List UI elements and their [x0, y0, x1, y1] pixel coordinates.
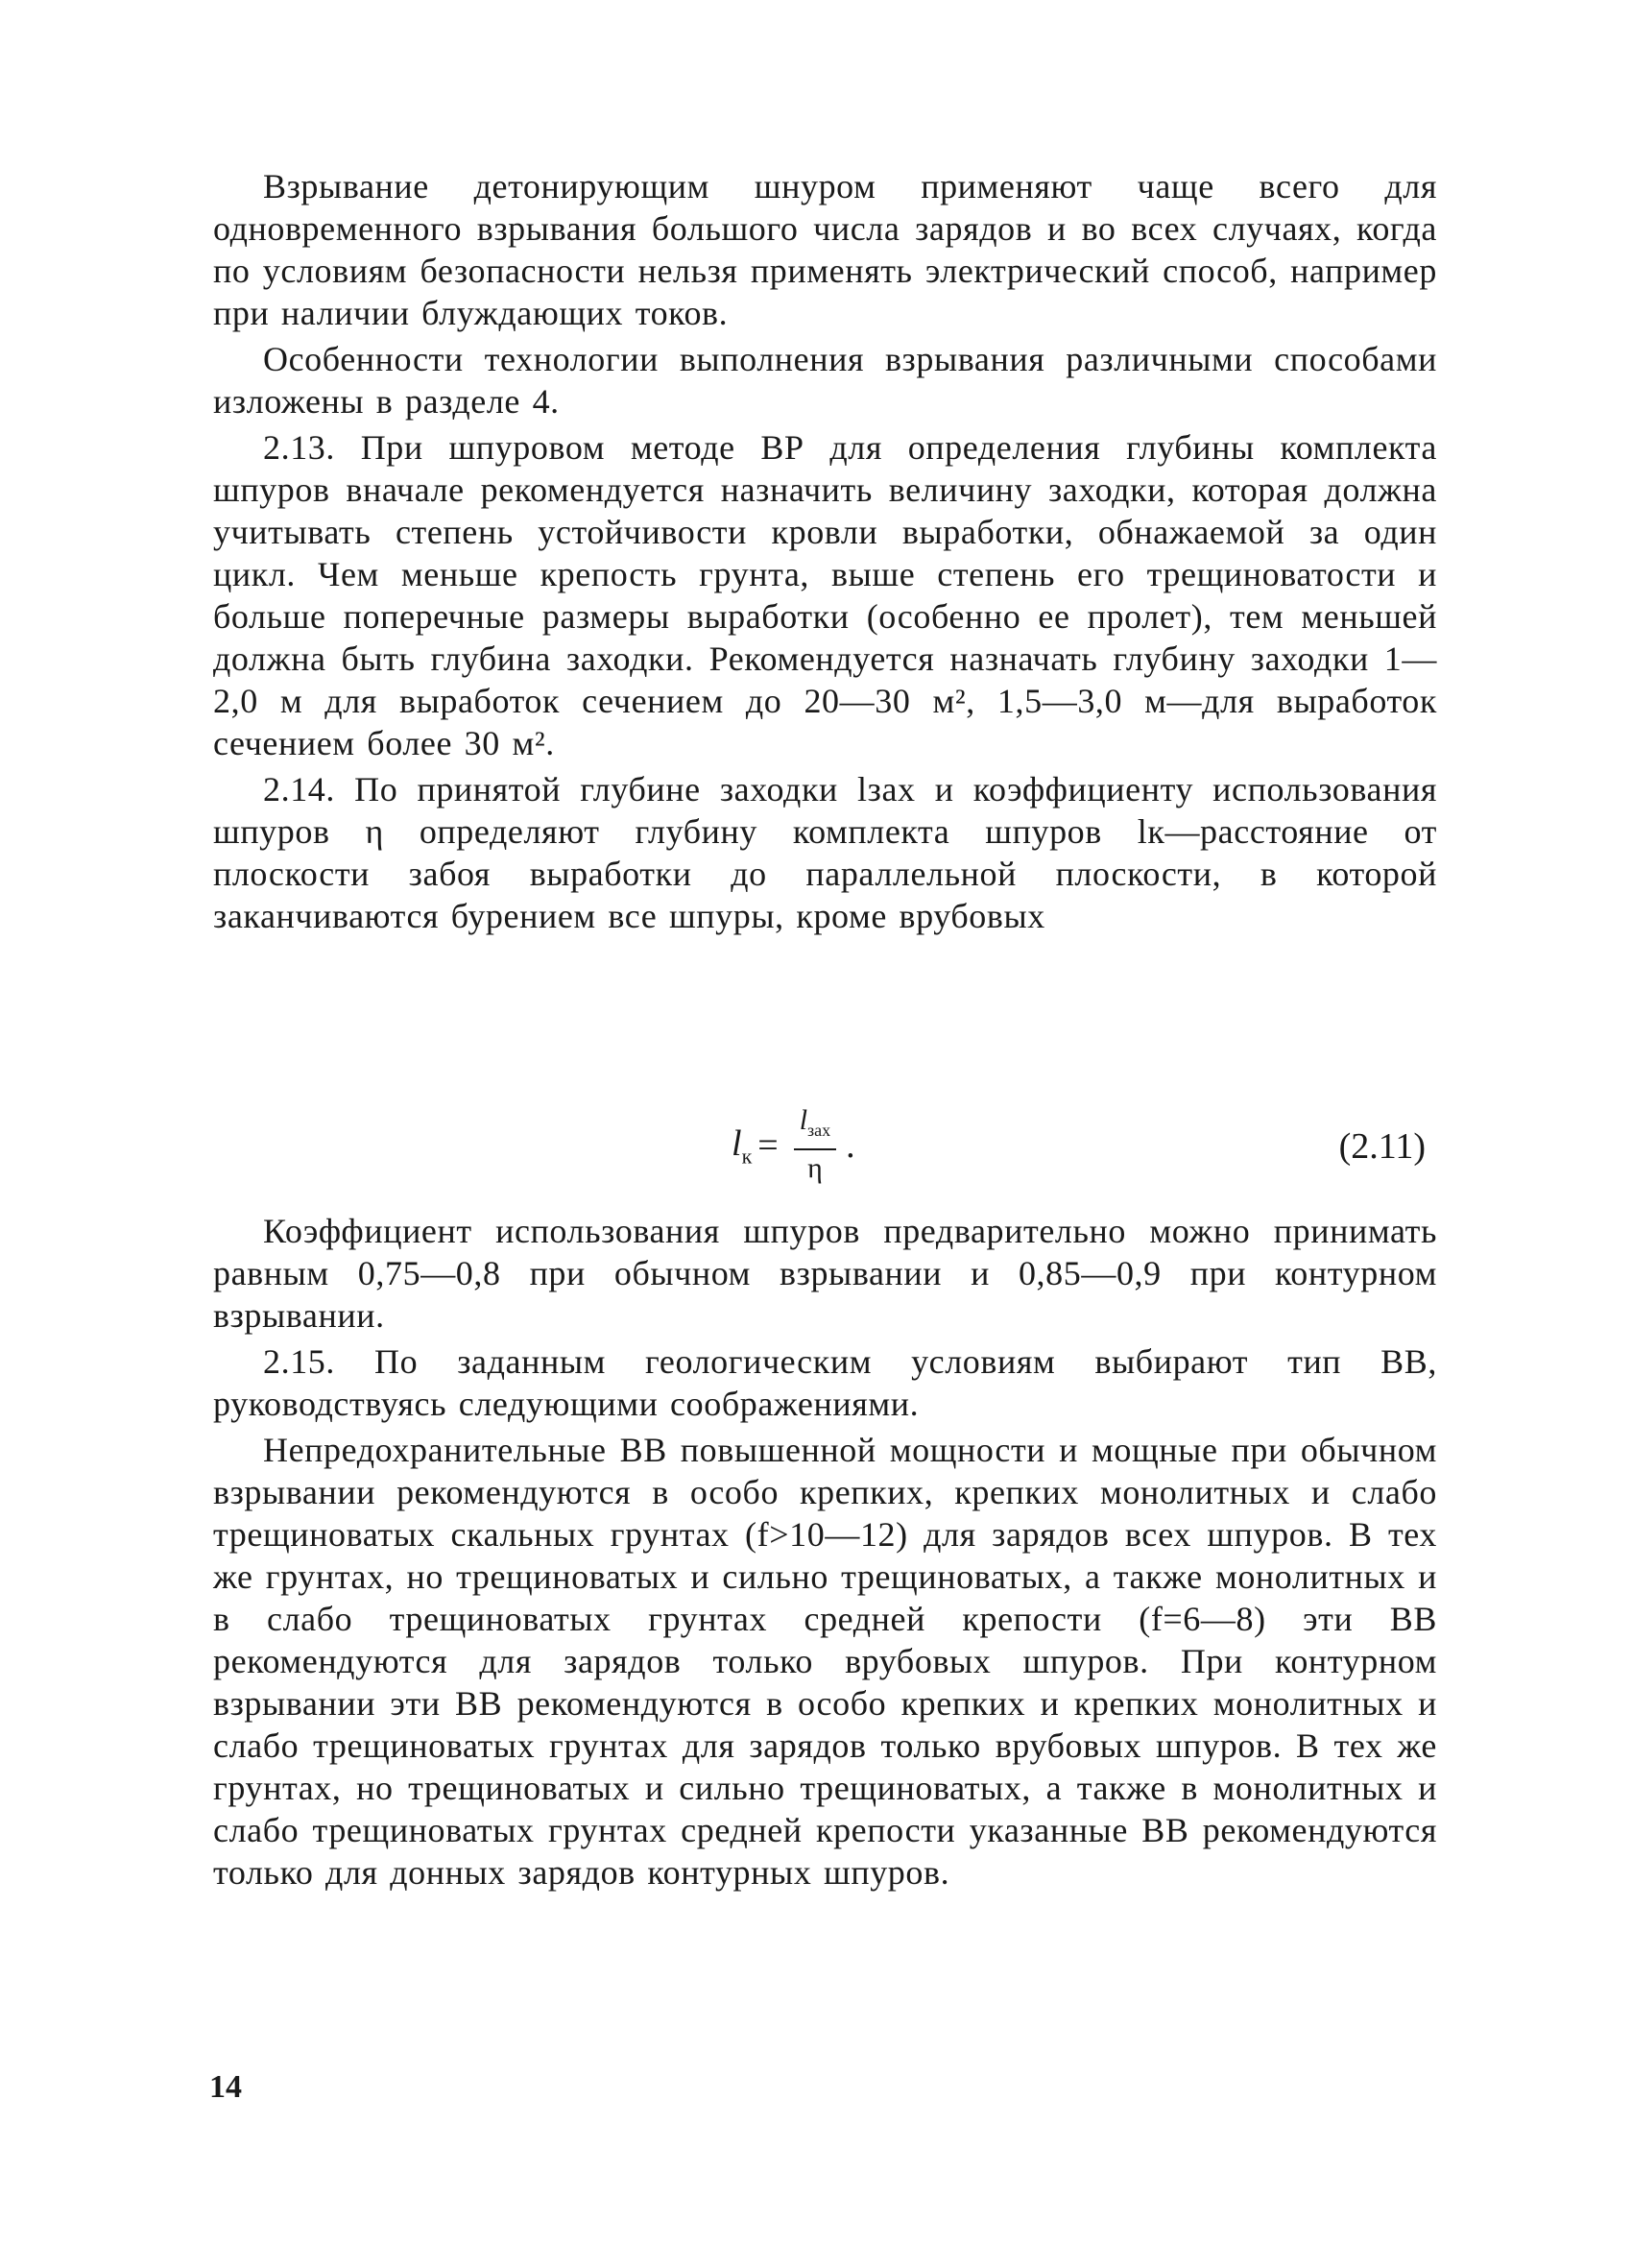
text-block-before-formula: [213, 165, 1437, 941]
paragraph-usage-coefficient: Коэффициент использования шпуров предварительно можно принимать равным 0,75—0,8 при обычном взрывании и 0,85—0,9 при контурном взрывании.: [213, 1212, 1437, 1335]
paragraph-non-safety-explosives: Непредохранительные ВВ повышенной мощности и мощные при обычном взрывании рекомендуются в особо крепких, крепких монолитных и слабо трещиноватых скальных грунтах (f>10—12) для зарядов всех шпуров. В тех же грунтах, но трещиноватых и сильно трещиноватых, а также монолитных и в слабо трещиноватых грунтах средней крепости (f=6—8) эти ВВ рекомендуются для зарядов только врубовых шпуров. При контурном взрывании эти ВВ рекомендуются в особо крепких и крепких монолитных и слабо трещиноватых грунтах для зарядов только врубовых шпуров. В тех же грунтах, но трещиноватых и сильно трещиноватых, а также в монолитных и слабо трещиноватых грунтах средней крепости указанные ВВ рекомендуются только для донных зарядов контурных шпуров.: [213, 1431, 1437, 1892]
page-number: 14: [209, 2069, 242, 2105]
formula-denominator: η: [807, 1152, 823, 1184]
text-block-after-formula: [213, 1210, 1437, 1897]
formula-equals: =: [757, 1125, 779, 1166]
formula-trailing-period: .: [846, 1125, 855, 1166]
paragraph-2-13: 2.13. При шпуровом методе ВР для определения глубины комплекта шпуров вначале рекомендуется назначить величину заходки, которая должна учитывать степень устойчивости кровли выработки, обнажаемой за один цикл. Чем меньше крепость грунта, выше степень его трещиноватости и больше поперечные размеры выработки (особенно ее пролет), тем меньшей должна быть глубина заходки. Рекомендуется назначать глубину заходки 1—2,0 м для выработок сечением до 20—30 м², 1,5—3,0 м—для выработок сечением более 30 м².: [213, 428, 1437, 762]
formula-lhs: $l_к$: [732, 1122, 753, 1169]
paragraph-2-14: 2.14. По принятой глубине заходки lзах и коэффициенту использования шпуров η определяют глубину комплекта шпуров lк—расстояние от плоскости забоя выработки до параллельной плоскости, в которой заканчиваются бурением все шпуры, кроме врубовых: [213, 770, 1437, 935]
paragraph-detonating-cord: Взрывание детонирующим шнуром применяют чаще всего для одновременного взрывания большого числа зарядов и во всех случаях, когда по условиям безопасности нельзя применять электрический способ, например при наличии блуждающих токов.: [213, 167, 1437, 332]
formula-expression: [732, 1104, 855, 1187]
paragraph-2-15: 2.15. По заданным геологическим условиям выбирают тип ВВ, руководствуясь следующими соображениями.: [213, 1342, 1437, 1423]
formula-numerator: $l_{зах}$: [794, 1104, 836, 1150]
formula-2-11: [213, 1104, 1437, 1191]
paragraph-technology-features: Особенности технологии выполнения взрывания различными способами изложены в разделе 4.: [213, 340, 1437, 421]
equation-number: (2.11): [1338, 1126, 1426, 1167]
formula-fraction: [794, 1104, 836, 1187]
